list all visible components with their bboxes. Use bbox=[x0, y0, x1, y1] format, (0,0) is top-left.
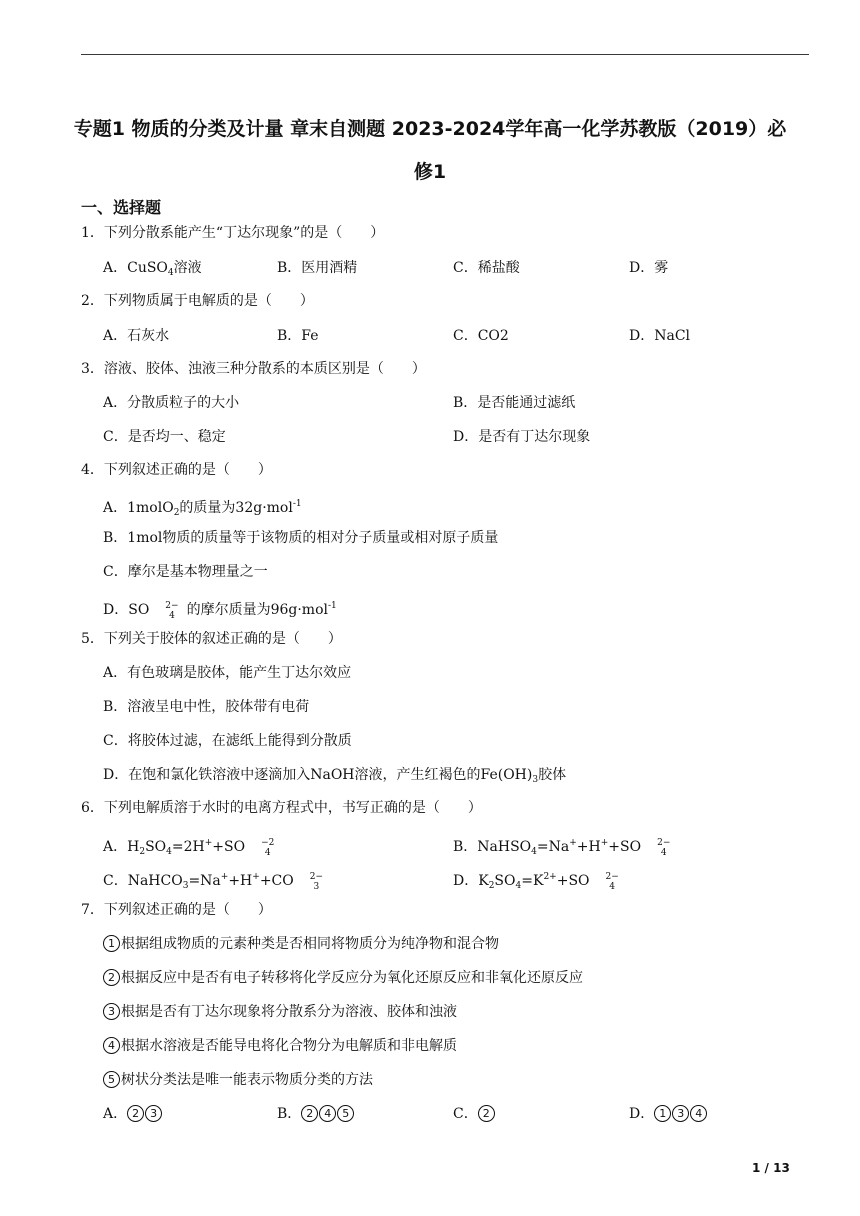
doc-title-line1: 专题1 物质的分类及计量 章末自测题 2023-2024学年高一化学苏教版（2019）必 bbox=[73, 118, 787, 140]
q7-option-c: C． 2 bbox=[453, 1104, 496, 1124]
q4-option-a: A．1molO$_2$的质量为32g·mol$^{-1}$ bbox=[103, 499, 302, 518]
q1-option-b: B．医用酒精 bbox=[277, 260, 358, 276]
q6-option-d: D．$K_2SO_4=K^{2+}+SO$ 2− 4 bbox=[453, 872, 619, 892]
header-rule bbox=[81, 54, 809, 55]
q5-option-d: D．在饱和氯化铁溶液中逐滴加入NaOH溶液，产生红褐色的$Fe(OH)_3$胶体 bbox=[103, 767, 567, 785]
q3-option-b: B．是否能通过滤纸 bbox=[453, 395, 576, 411]
page-number: 1 / 13 bbox=[752, 1161, 790, 1175]
q2-option-b: B．Fe bbox=[277, 328, 319, 344]
q5-option-b: B．溶液呈电中性，胶体带有电荷 bbox=[103, 699, 310, 715]
q3-option-a: A．分散质粒子的大小 bbox=[103, 395, 240, 411]
q3-option-d: D．是否有丁达尔现象 bbox=[453, 429, 591, 445]
q3-option-c: C．是否均一、稳定 bbox=[103, 429, 226, 445]
q4-option-c: C．摩尔是基本物理量之一 bbox=[103, 564, 268, 580]
doc-title-line2: 修1 bbox=[413, 161, 447, 183]
q4-option-b: B．1mol物质的质量等于该物质的相对分子质量或相对原子质量 bbox=[103, 530, 499, 546]
q1-option-a: A．CuSO$_4$溶液 bbox=[103, 260, 202, 278]
q7-option-a: A． 2 3 bbox=[103, 1104, 163, 1124]
q2-option-c: C．CO2 bbox=[453, 328, 509, 344]
question-7-stem: 7．下列叙述正确的是（ ） bbox=[81, 902, 272, 918]
q1-option-d: D．雾 bbox=[629, 260, 669, 276]
q5-option-c: C．将胶体过滤，在滤纸上能得到分散质 bbox=[103, 733, 352, 749]
q7-statement-5: 5 树状分类法是唯一能表示物质分类的方法 bbox=[103, 1070, 373, 1090]
q2-option-a: A．石灰水 bbox=[103, 328, 170, 344]
q7-statement-4: 4 根据水溶液是否能导电将化合物分为电解质和非电解质 bbox=[103, 1036, 457, 1056]
question-5-stem: 5．下列关于胶体的叙述正确的是（ ） bbox=[81, 631, 342, 647]
q7-statement-2: 2 根据反应中是否有电子转移将化学反应分为氧化还原反应和非氧化还原反应 bbox=[103, 968, 583, 988]
question-2-stem: 2．下列物质属于电解质的是（ ） bbox=[81, 293, 314, 309]
q6-option-b: B．NaHSO$_4$=Na++H++SO 2− 4 bbox=[453, 838, 671, 858]
q6-option-c: C．NaHCO$_3$=Na++H++CO 2− 3 bbox=[103, 872, 324, 892]
section-heading: 一、选择题 bbox=[81, 198, 162, 217]
q7-statement-3: 3 根据是否有丁达尔现象将分散系分为溶液、胶体和浊液 bbox=[103, 1002, 457, 1022]
q7-option-b: B． 2 4 5 bbox=[277, 1104, 355, 1124]
question-6-stem: 6．下列电解质溶于水时的电离方程式中，书写正确的是（ ） bbox=[81, 800, 482, 816]
q1-option-c: C．稀盐酸 bbox=[453, 260, 520, 276]
question-3-stem: 3．溶液、胶体、浊液三种分散系的本质区别是（ ） bbox=[81, 361, 426, 377]
q7-statement-1: 1 根据组成物质的元素种类是否相同将物质分为纯净物和混合物 bbox=[103, 934, 499, 954]
question-4-stem: 4．下列叙述正确的是（ ） bbox=[81, 462, 272, 478]
question-1-stem: 1．下列分散系能产生“丁达尔现象”的是（ ） bbox=[81, 225, 385, 241]
q4-option-d: D．SO 2− 4 的摩尔质量为96g·mol$^{-1}$ bbox=[103, 601, 337, 621]
q7-option-d: D． 1 3 4 bbox=[629, 1104, 708, 1124]
q5-option-a: A．有色玻璃是胶体，能产生丁达尔效应 bbox=[103, 665, 352, 681]
q2-option-d: D．NaCl bbox=[629, 328, 691, 344]
q6-option-a: A．$H_2SO_4=2H^++SO$ −2 4 bbox=[103, 838, 275, 858]
